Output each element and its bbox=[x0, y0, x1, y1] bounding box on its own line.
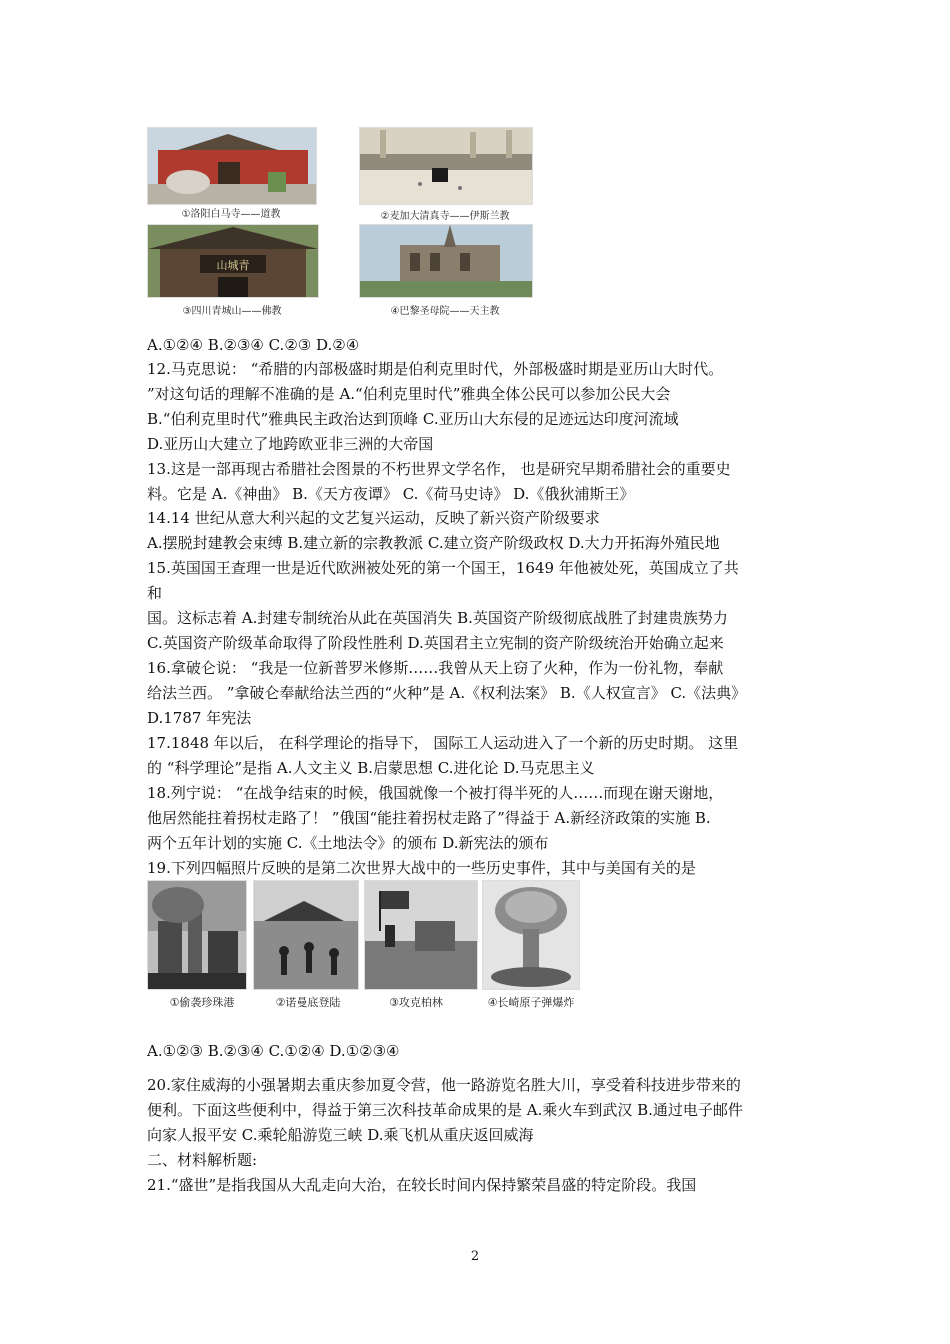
q20-line-2: 便利。下面这些便利中，得益于第三次科技革命成果的是 A.乘火车到武汉 B.通过电子邮件 bbox=[147, 1101, 743, 1119]
q17-line-1: 17.1848 年以后， 在科学理论的指导下， 国际工人运动进入了一个新的历史时期。 这里 bbox=[147, 734, 739, 752]
q20-line-1: 20.家住威海的小强暑期去重庆参加夏令营，他一路游览名胜大川，享受着科技进步带来的 bbox=[147, 1076, 741, 1094]
figure1-caption-2: ②麦加大清真寺——伊斯兰教 bbox=[380, 211, 510, 222]
q18-line-3: 两个五年计划的实施 C.《土地法令》的颁布 D.新宪法的颁布 bbox=[147, 834, 549, 852]
q14-line-2: A.摆脱封建教会束缚 B.建立新的宗教教派 C.建立资产阶级政权 D.大力开拓海外殖民地 bbox=[147, 534, 720, 552]
q16-line-3: D.1787 年宪法 bbox=[147, 709, 252, 727]
q13-line-1: 13.这是一部再现古希腊社会图景的不朽世界文学名作， 也是研究早期希腊社会的重要史 bbox=[147, 460, 731, 478]
figure1-caption-3: ③四川青城山——佛教 bbox=[182, 306, 282, 317]
q12-line-4: D.亚历山大建立了地跨欧亚非三洲的大帝国 bbox=[147, 435, 434, 453]
figure2-caption-2: ②诺曼底登陆 bbox=[275, 996, 341, 1009]
page-number: 2 bbox=[470, 1249, 480, 1264]
q18-line-1: 18.列宁说： “在战争结束的时候，俄国就像一个被打得半死的人……而现在谢天谢地， bbox=[147, 784, 724, 802]
section-heading-material-analysis: 二、材料解析题: bbox=[147, 1151, 258, 1169]
q16-line-1: 16.拿破仑说： “我是一位新普罗米修斯……我曾从天上窃了火种，作为一份礼物，奉献 bbox=[147, 659, 724, 677]
q15-line-4: C.英国资产阶级革命取得了阶段性胜利 D.英国君主立宪制的资产阶级统治开始确立起来 bbox=[147, 634, 724, 652]
figure2-caption-1: ①偷袭珍珠港 bbox=[169, 996, 235, 1009]
q15-line-2: 和 bbox=[147, 584, 163, 602]
q13-line-2: 料。它是 A.《神曲》 B.《天方夜谭》 C.《荷马史诗》 D.《俄狄浦斯王》 bbox=[147, 485, 635, 503]
q15-line-3: 国。这标志着 A.封建专制统治从此在英国消失 B.英国资产阶级彻底战胜了封建贵族势力 bbox=[147, 609, 728, 627]
q18-line-2: 他居然能拄着拐杖走路了！ ”俄国“能拄着拐杖走路了”得益于 A.新经济政策的实施 B. bbox=[147, 809, 711, 827]
q12-line-1: 12.马克思说： “希腊的内部极盛时期是伯利克里时代，外部极盛时期是亚历山大时代。 bbox=[147, 360, 724, 378]
q21-line-1: 21.“盛世”是指我国从大乱走向大治，在较长时间内保持繁荣昌盛的特定阶段。我国 bbox=[147, 1176, 697, 1194]
photo-nagasaki-bomb bbox=[482, 880, 580, 990]
q19-line-1: 19.下列四幅照片反映的是第二次世界大战中的一些历史事件，其中与美国有关的是 bbox=[147, 859, 696, 877]
photo-mecca-mosque bbox=[359, 127, 533, 205]
photo-baima-temple bbox=[147, 127, 317, 205]
photo-qingcheng-mountain bbox=[147, 224, 319, 298]
q19-options: A.①②③ B.②③④ C.①②④ D.①②③④ bbox=[147, 1042, 400, 1060]
photo-pearl-harbor bbox=[147, 880, 247, 990]
q17-line-2: 的 “科学理论”是指 A.人文主义 B.启蒙思想 C.进化论 D.马克思主义 bbox=[147, 759, 595, 777]
q12-line-3: B.“伯利克里时代”雅典民主政治达到顶峰 C.亚历山大东侵的足迹远达印度河流域 bbox=[147, 410, 679, 428]
figure2-caption-4: ④长崎原子弹爆炸 bbox=[487, 996, 575, 1009]
figure1-caption-1: ①洛阳白马寺——道教 bbox=[181, 209, 281, 220]
svg-text:山城青: 山城青 bbox=[216, 259, 250, 272]
q16-line-2: 给法兰西。 ”拿破仑奉献给法兰西的“火种”是 A.《权利法案》 B.《人权宣言》 C.《法典》 bbox=[147, 684, 747, 702]
photo-normandy-landing bbox=[253, 880, 359, 990]
photo-capture-of-berlin bbox=[364, 880, 478, 990]
q14-line-1: 14.14 世纪从意大利兴起的文艺复兴运动，反映了新兴资产阶级要求 bbox=[147, 509, 600, 527]
q12-line-2: ”对这句话的理解不准确的是 A.“伯利克里时代”雅典全体公民可以参加公民大会 bbox=[147, 385, 671, 403]
q15-line-1: 15.英国国王查理一世是近代欧洲被处死的第一个国王，1649 年他被处死，英国成立了共 bbox=[147, 559, 739, 577]
figure2-caption-3: ③攻克柏林 bbox=[389, 996, 443, 1009]
q20-line-3: 向家人报平安 C.乘轮船游览三峡 D.乘飞机从重庆返回威海 bbox=[147, 1126, 534, 1144]
q11-options: A.①②④ B.②③④ C.②③ D.②④ bbox=[147, 336, 360, 354]
photo-notre-dame bbox=[359, 224, 533, 298]
figure1-caption-4: ④巴黎圣母院——天主教 bbox=[390, 306, 500, 317]
